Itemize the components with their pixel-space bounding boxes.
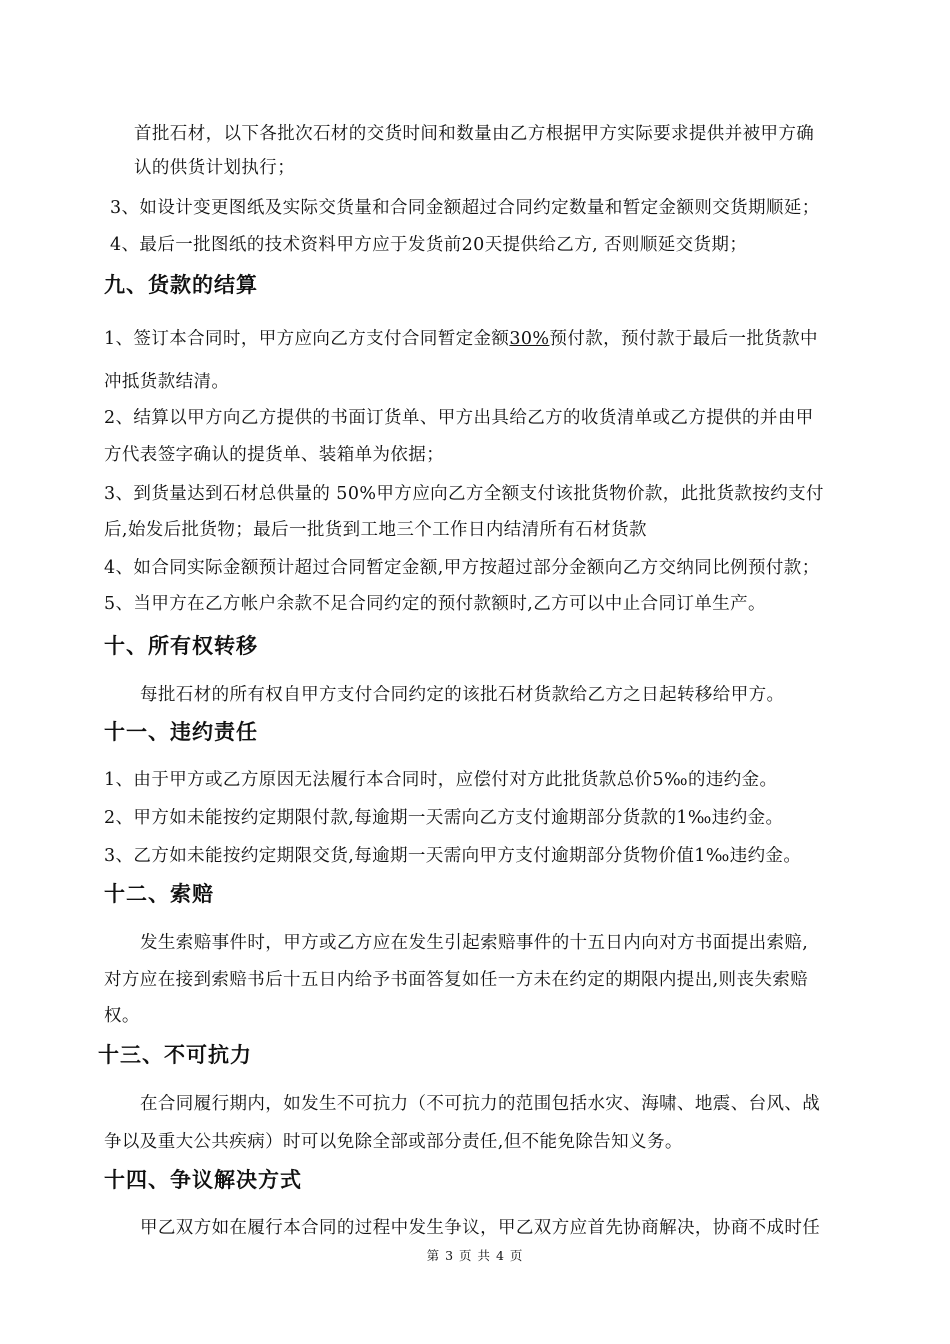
- paragraph-line: 冲抵货款结清。: [104, 372, 230, 392]
- paragraph-line: 3、乙方如未能按约定期限交货,每逾期一天需向甲方支付逾期部分货物价值1‰违约金。: [104, 846, 802, 866]
- section-heading-13: 十三、不可抗力: [98, 1043, 252, 1067]
- paragraph-line: 1、由于甲方或乙方原因无法履行本合同时，应偿付对方此批货款总价5‰的违约金。: [104, 770, 778, 790]
- paragraph-line: 2、结算以甲方向乙方提供的书面订货单、甲方出具给乙方的收货清单或乙方提供的并由甲: [104, 408, 814, 428]
- paragraph-line: 4、如合同实际金额预计超过合同暂定金额,甲方按超过部分金额向乙方交纳同比例预付款；: [104, 558, 820, 578]
- paragraph-line: 4、最后一批图纸的技术资料甲方应于发货前20天提供给乙方, 否则顺延交货期；: [110, 235, 748, 255]
- paragraph-line: 对方应在接到索赔书后十五日内给予书面答复如任一方未在约定的期限内提出,则丧失索赔: [104, 970, 809, 990]
- paragraph-line: 争以及重大公共疾病）时可以免除全部或部分责任,但不能免除告知义务。: [104, 1132, 683, 1152]
- paragraph-line: 首批石材，以下各批次石材的交货时间和数量由乙方根据甲方实际要求提供并被甲方确: [134, 124, 815, 144]
- paragraph-line: [104, 327, 864, 351]
- paragraph-line: 2、甲方如未能按约定期限付款,每逾期一天需向乙方支付逾期部分货款的1‰违约金。: [104, 808, 784, 828]
- section-heading-10: 十、所有权转移: [104, 634, 258, 658]
- paragraph-line: 发生索赔事件时，甲方或乙方应在发生引起索赔事件的十五日内向对方书面提出索赔,: [140, 933, 809, 953]
- paragraph-line: 认的供货计划执行；: [134, 158, 296, 178]
- section-heading-11: 十一、违约责任: [104, 720, 258, 744]
- paragraph-line: 在合同履行期内，如发生不可抗力（不可抗力的范围包括水灾、海啸、地震、台风、战: [140, 1094, 821, 1114]
- underlined-percent: 30%: [509, 329, 550, 349]
- paragraph-line: 方代表签字确认的提货单、装箱单为依据；: [104, 445, 445, 465]
- section-heading-9: 九、货款的结算: [104, 273, 258, 297]
- page-number-footer: 第 3 页 共 4 页: [426, 1248, 524, 1263]
- paragraph-line: 甲乙双方如在履行本合同的过程中发生争议，甲乙双方应首先协商解决，协商不成时任: [140, 1218, 821, 1238]
- text-run: 预付款，预付款于最后一批货款中: [549, 329, 818, 349]
- paragraph-line: 3、到货量达到石材总供量的 50%甲方应向乙方全额支付该批货物价款，此批货款按约支付: [104, 484, 824, 504]
- paragraph-line: 每批石材的所有权自甲方支付合同约定的该批石材货款给乙方之日起转移给甲方。: [140, 685, 785, 705]
- paragraph-line: 5、当甲方在乙方帐户余款不足合同约定的预付款额时,乙方可以中止合同订单生产。: [104, 594, 766, 614]
- section-heading-14: 十四、争议解决方式: [104, 1168, 302, 1192]
- text-run: 1、签订本合同时，甲方应向乙方支付合同暂定金额: [104, 329, 510, 349]
- paragraph-line: 3、如设计变更图纸及实际交货量和合同金额超过合同约定数量和暂定金额则交货期顺延；: [110, 198, 820, 218]
- section-heading-12: 十二、索赔: [104, 882, 214, 906]
- paragraph-line: 后,始发后批货物；最后一批货到工地三个工作日内结清所有石材货款: [104, 520, 647, 540]
- paragraph-line: 权。: [104, 1006, 140, 1026]
